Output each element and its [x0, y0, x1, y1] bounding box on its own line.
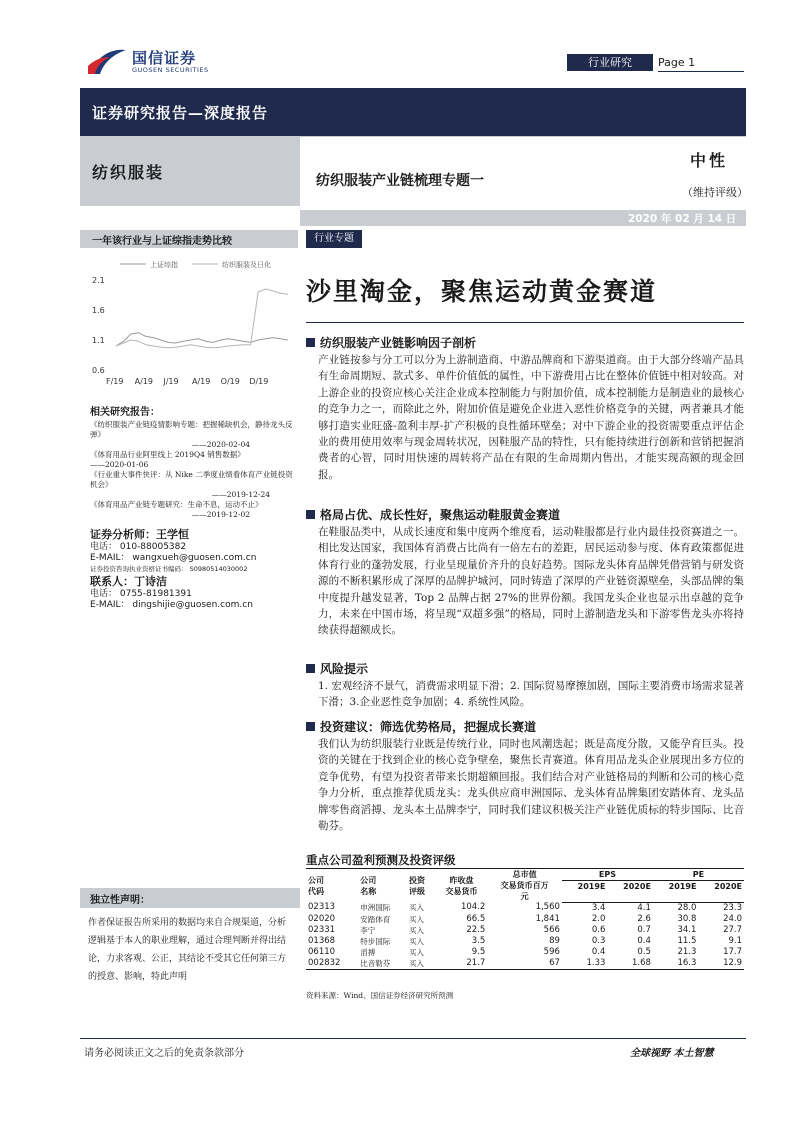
cell-name: 李宁	[360, 925, 376, 935]
th-price: 昨收盘 交易货币	[436, 869, 488, 903]
footer-disclaimer: 请务必阅读正文之后的免责条款部分	[84, 1048, 244, 1059]
x-tick-label: D/19	[249, 377, 269, 386]
report-date: 2020 年 02 月 14 日	[628, 213, 737, 225]
cell-eps1: 3.4	[591, 902, 606, 913]
y-tick-label: 1.6	[92, 306, 105, 315]
cell-cap: 596	[543, 946, 560, 957]
x-tick-label: A/19	[192, 377, 211, 386]
cell-code: 002832	[306, 958, 358, 970]
cell-code: 02020	[308, 913, 336, 924]
cell-price: 21.7	[436, 958, 488, 970]
cell-eps1: 2.0	[591, 913, 606, 924]
related-item: 《体育用品行业阿里线上 2019Q4 销售数据》 ——2020-01-06	[90, 450, 245, 469]
headline: 沙里淘金，聚焦运动黄金赛道	[306, 277, 658, 306]
legend-label: 纺织服装及日化	[222, 261, 271, 269]
analyst-license: 证券投资咨询执业资格证书编码： S0980514030002	[90, 565, 248, 573]
section-heading: 纺织服装产业链影响因子剖析	[306, 334, 476, 351]
cell-eps2: 0.4	[637, 935, 651, 946]
cell-price: 9.5	[471, 946, 486, 957]
cell-code: 02331	[308, 924, 336, 935]
th-eps: EPS	[562, 869, 653, 881]
cell-code: 01368	[308, 935, 336, 946]
analyst-info	[90, 528, 304, 611]
contact-phone: 电话： 0755-81981391	[90, 589, 192, 599]
cell-price: 22.5	[466, 924, 486, 935]
topic-title: 纺织服装产业链梳理专题一	[316, 173, 484, 189]
cell-price: 66.5	[466, 913, 486, 924]
cell-pe1: 11.5	[677, 935, 697, 946]
th-cap: 总市值 交易货币百万 元	[487, 869, 562, 903]
banner-title: 证券研究报告—深度报告	[92, 104, 269, 122]
cell-price: 104.2	[460, 902, 486, 913]
brand-logo-icon	[86, 44, 130, 78]
cell-eps2: 1.68	[607, 958, 653, 970]
cell-cap: 1,560	[535, 902, 560, 913]
cell-rating: 买入	[409, 903, 425, 913]
cell-pe2: 17.7	[723, 946, 742, 957]
x-tick-label: F/19	[106, 377, 124, 386]
section-heading: 格局占优、成长性好，聚焦运动鞋服黄金赛道	[306, 506, 560, 523]
related-item: 《体育用品产业链专题研究：生命不息，运动不止》 ——2019-12-02	[90, 500, 263, 519]
cell-rating: 买入	[409, 947, 425, 957]
independence-text: 作者保证报告所采用的数据均来自合规渠道，分析逻辑基于本人的职业理解，通过合理判断并得出结论，力求客观、公正，其结论不受其它任何第三方的授意、影响，特此声明	[88, 918, 287, 982]
cell-rating: 买入	[409, 925, 425, 935]
header-category: 行业研究	[567, 54, 653, 71]
x-tick-label: O/19	[220, 377, 240, 386]
cell-rating: 买入	[409, 936, 425, 946]
section-heading: 投资建议：筛选优势格局，把握成长赛道	[306, 718, 536, 735]
x-tick-label: J/19	[163, 377, 179, 386]
table-row	[306, 936, 744, 947]
cell-pe1: 30.8	[677, 913, 697, 924]
cell-eps2: 0.5	[637, 946, 651, 957]
contact-email: E-MAIL： dingshijie@guosen.com.cn	[90, 600, 253, 610]
topic-tag: 行业专题	[306, 230, 362, 248]
cell-name: 安踏体育	[360, 914, 391, 924]
th-pe: PE	[653, 869, 744, 881]
cell-cap: 566	[543, 924, 560, 935]
analyst-line: 证券分析师：王学恒	[90, 528, 189, 541]
cell-eps1: 0.4	[591, 946, 606, 957]
related-heading: 相关研究报告：	[90, 407, 160, 418]
independence-title: 独立性声明：	[90, 895, 150, 906]
th-eps-2020: 2020E	[623, 882, 651, 892]
cell-rating: 买入	[407, 958, 436, 970]
cell-name: 滔搏	[360, 947, 376, 957]
cell-pe1: 28.0	[677, 902, 697, 913]
cell-pe2: 12.9	[698, 958, 744, 970]
rating-note: （维持评级）	[682, 186, 748, 199]
legend-label: 上证综指	[150, 261, 178, 269]
related-item: 《行业重大事件快评：从 Nike 二季度业绩看体育产业链投资机会》 ——2019-12-24	[90, 470, 293, 499]
cell-cap: 67	[487, 958, 562, 970]
cell-code: 06110	[308, 946, 336, 957]
cell-name: 比音勒芬	[358, 958, 407, 970]
cell-rating: 买入	[409, 914, 425, 924]
cell-eps2: 4.1	[637, 902, 651, 913]
cell-price: 3.5	[471, 935, 486, 946]
related-item: 《纺织服装产业链疫情影响专题：把握稀缺机会，静待龙头反弹》 ——2020-02-04	[90, 420, 293, 449]
table-row	[306, 925, 744, 936]
cell-eps1: 0.3	[591, 935, 606, 946]
cell-code: 02313	[308, 902, 336, 913]
table-title: 重点公司盈利预测及投资评级	[306, 853, 456, 867]
cell-cap: 1,841	[535, 913, 560, 924]
bullet-icon	[306, 510, 315, 519]
y-tick-label: 0.6	[92, 366, 105, 375]
bullet-icon	[306, 722, 315, 731]
th-pe-2019: 2019E	[668, 882, 697, 892]
cell-eps1: 0.6	[591, 924, 606, 935]
section-body: 产业链按参与分工可以分为上游制造商、中游品牌商和下游渠道商。由于大部分终端产品具有生命周期短、款式多、单件价值低的属性，中下游费用占比在整体价值链中相对较高。对上游企业的投资应核心关注企业成本控制能力与附加价值，成本控制能力是制造业的最核心的竞争力之一，而除此之外，附加价值是避免企业进入恶性价格竞争的关键，两者兼具才能够打造实业旺盛-盈利丰厚-扩产积极的良性循环壁垒；对中下游企业的投资需要重点评估企业的费用使用效率与现金周转状况，因鞋服产品的特性，只有能持续进行创新和营销把握消费者的心智，同时用快速的周转将产品在有限的生命周期内售出，才能实现高额的现金回报。	[318, 354, 744, 481]
th-pe-2020: 2020E	[714, 882, 742, 892]
section-heading: 风险提示	[306, 660, 368, 677]
table-source: 资料来源：Wind、国信证券经济研究所预测	[306, 991, 454, 1000]
cell-eps2: 0.7	[637, 924, 651, 935]
th-rating: 投资 评级	[407, 869, 436, 903]
header-page-underline	[658, 71, 744, 72]
header-page: Page 1	[658, 56, 696, 69]
y-tick-label: 2.1	[92, 276, 105, 285]
bullet-icon	[306, 664, 315, 673]
th-code: 公司 代码	[306, 869, 358, 903]
trend-chart	[80, 252, 298, 394]
brand-name: 国信证券	[132, 49, 197, 67]
cell-pe2: 23.3	[723, 902, 742, 913]
th-name: 公司 名称	[358, 869, 407, 903]
footer-slogan: 全球视野 本土智慧	[630, 1048, 714, 1059]
cell-eps1: 1.33	[562, 958, 608, 970]
cell-pe1: 16.3	[653, 958, 699, 970]
rating: 中性	[690, 151, 729, 170]
cell-eps2: 2.6	[637, 913, 651, 924]
cell-pe2: 9.1	[728, 935, 742, 946]
cell-pe1: 34.1	[677, 924, 697, 935]
table-row	[306, 902, 744, 914]
forecast-table	[306, 868, 744, 970]
brand-name-en: GUOSEN SECURITIES	[132, 66, 209, 74]
cell-name: 申洲国际	[360, 903, 391, 913]
cell-pe1: 21.3	[677, 946, 697, 957]
table-row	[306, 947, 744, 958]
bullet-icon	[306, 338, 315, 347]
x-tick-label: A/19	[134, 377, 154, 386]
chart-title: 一年该行业与上证综指走势比较	[92, 236, 232, 247]
industry-title: 纺织服装	[92, 163, 165, 182]
y-tick-label: 1.1	[92, 336, 105, 345]
cell-pe2: 24.0	[723, 913, 742, 924]
headline-rule	[306, 322, 744, 323]
analyst-phone: 电话： 010-88005382	[90, 542, 187, 552]
cell-name: 特步国际	[360, 936, 391, 946]
cell-cap: 89	[549, 935, 560, 946]
table-row	[306, 914, 744, 925]
cell-pe2: 27.7	[723, 924, 742, 935]
contact-line: 联系人：丁诗洁	[90, 575, 167, 588]
series-line	[116, 333, 288, 346]
section-body: 1. 宏观经济不景气，消费需求明显下滑；2. 国际贸易摩擦加剧，国际主要消费市场需求显著下滑；3.企业恶性竞争加剧；4. 系统性风险。	[318, 680, 744, 709]
analyst-email: E-MAIL： wangxueh@guosen.com.cn	[90, 553, 257, 563]
footer-rule	[80, 1038, 746, 1039]
section-body: 我们认为纺织服装行业既是传统行业，同时也风潮迭起；既是高度分散，又能孕育巨头。投资的关键在于找到企业的核心竞争壁垒，聚焦长青赛道。体育用品龙头企业展现出多方位的竞争优势，有望为投资者带来长期超额回报。我们结合对产业链格局的判断和公司的核心竞争力分析，重点推荐优质龙头：龙头供应商申洲国际、龙头体育品牌集团安踏体育、龙头品牌零售商滔搏、龙头本土品牌李宁，同时我们建议积极关注产业链优质标的特步国际、比音勒芬。	[318, 738, 744, 833]
th-eps-2019: 2019E	[577, 882, 606, 892]
related-reports	[90, 406, 300, 520]
section-body: 在鞋服品类中，从成长速度和集中度两个维度看，运动鞋服都是行业内最佳投资赛道之一。相比发达国家，我国体育消费占比尚有一倍左右的差距，居民运动参与度、体育政策都促进体育行业的蓬勃发展，行业呈现量价齐升的良好趋势。国际龙头体育品牌凭借营销与研发资源的不断积累形成了深厚的品牌护城河，同时铸造了深厚的产业链资源壁垒，头部品牌的集中度提升越发显著，Top 2 品牌占据 27%的世界份额。我国龙头企业也显示出卓越的竞争力，未来在中国市场，将呈现“双超多强”的格局，同时上游制造龙头和下游零售龙头亦将持续获得超额成长。	[318, 526, 744, 637]
table-row	[306, 958, 744, 970]
